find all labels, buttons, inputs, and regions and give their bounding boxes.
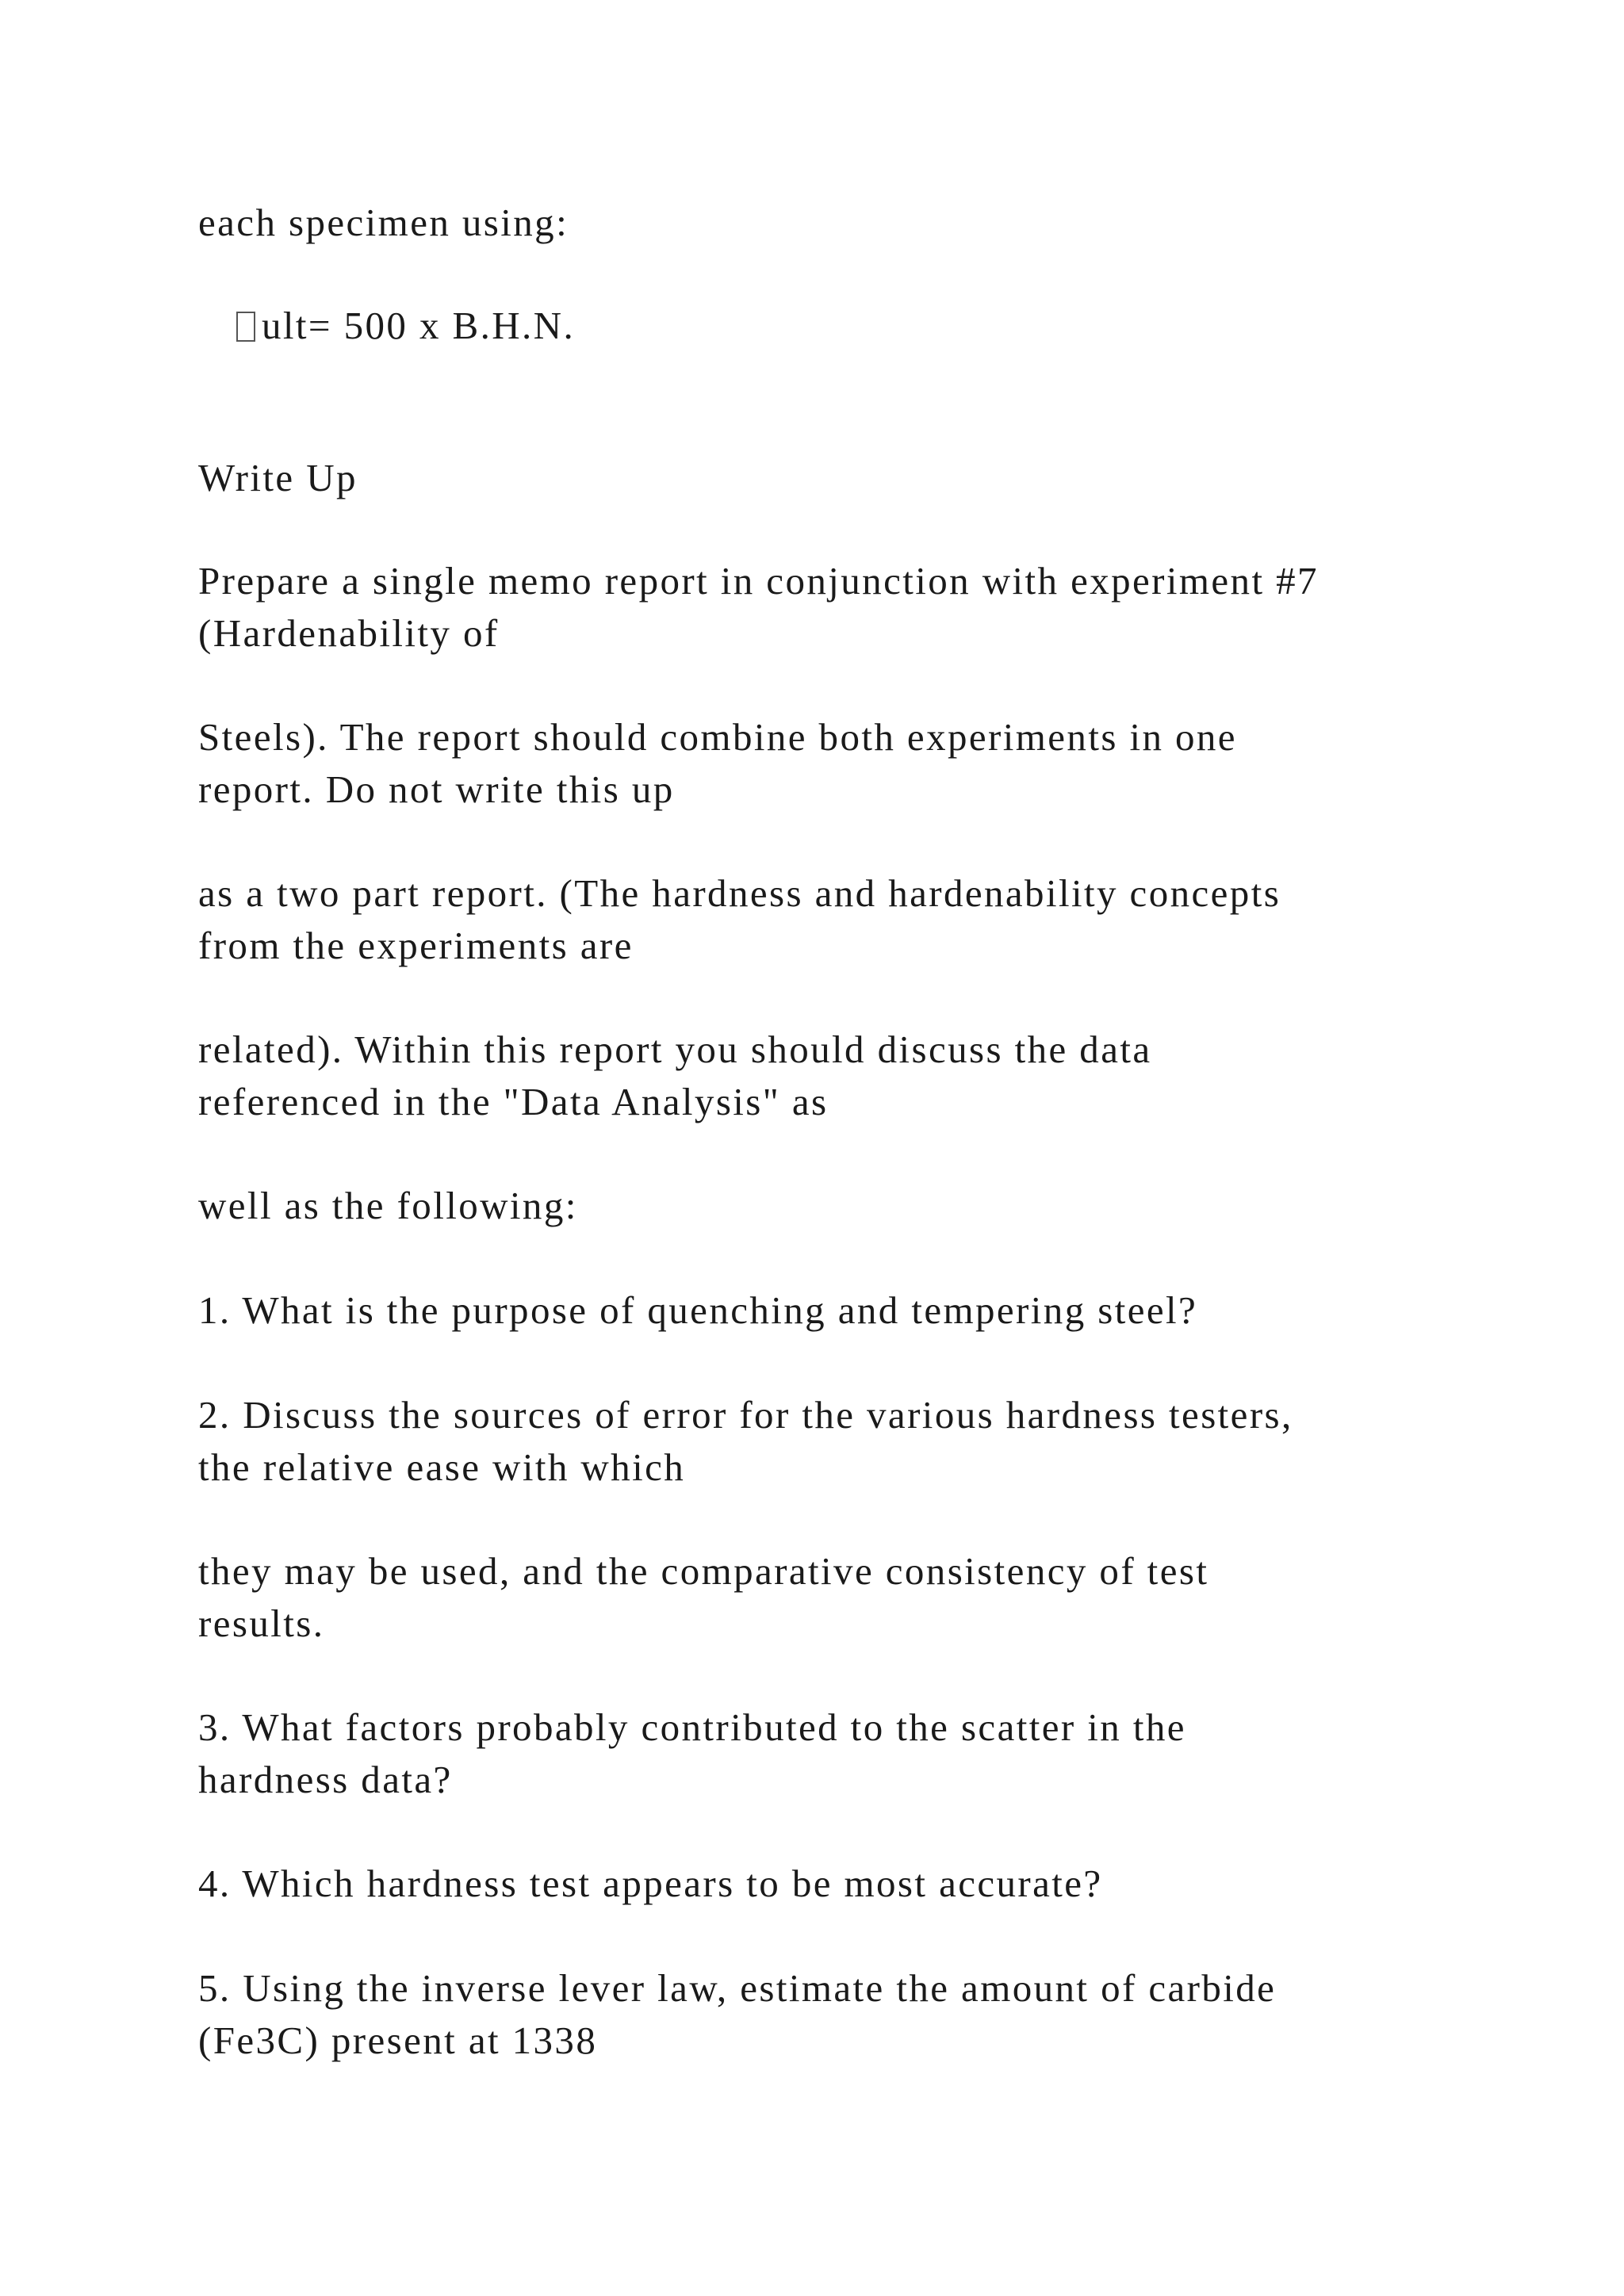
question-5-cont: (Fe3C) present at 1338 bbox=[198, 2019, 598, 2062]
paragraph-line: (Hardenability of bbox=[198, 611, 500, 655]
formula-line bbox=[236, 300, 575, 352]
paragraph-line: report. Do not write this up bbox=[198, 767, 675, 811]
question-3: 3. What factors probably contributed to the scatter in the bbox=[198, 1705, 1186, 1749]
question-2-cont: the relative ease with which bbox=[198, 1445, 686, 1489]
question-3-cont: hardness data? bbox=[198, 1758, 453, 1801]
paragraph-line: from the experiments are bbox=[198, 924, 634, 967]
question-4: 4. Which hardness test appears to be most accurate? bbox=[198, 1862, 1103, 1905]
question-1: 1. What is the purpose of quenching and tempering steel? bbox=[198, 1288, 1198, 1332]
question-5: 5. Using the inverse lever law, estimate the amount of carbide bbox=[198, 1966, 1277, 2010]
paragraph-line: Prepare a single memo report in conjunction with experiment #7 bbox=[198, 559, 1319, 603]
paragraph-line: as a two part report. (The hardness and hardenability concepts bbox=[198, 871, 1281, 915]
missing-symbol-icon bbox=[236, 312, 255, 342]
question-2: 2. Discuss the sources of error for the various hardness testers, bbox=[198, 1393, 1293, 1437]
section-heading: Write Up bbox=[198, 456, 358, 499]
question-2-cont: they may be used, and the comparative consistency of test bbox=[198, 1549, 1209, 1593]
intro-text: each specimen using: bbox=[198, 201, 569, 244]
paragraph-line: referenced in the "Data Analysis" as bbox=[198, 1080, 829, 1123]
formula-text: ult= 500 x B.H.N. bbox=[262, 304, 576, 347]
paragraph-line: Steels). The report should combine both experiments in one bbox=[198, 715, 1237, 759]
paragraph-line: related). Within this report you should discuss the data bbox=[198, 1027, 1152, 1071]
paragraph-line: well as the following: bbox=[198, 1184, 578, 1227]
question-2-cont: results. bbox=[198, 1601, 325, 1645]
